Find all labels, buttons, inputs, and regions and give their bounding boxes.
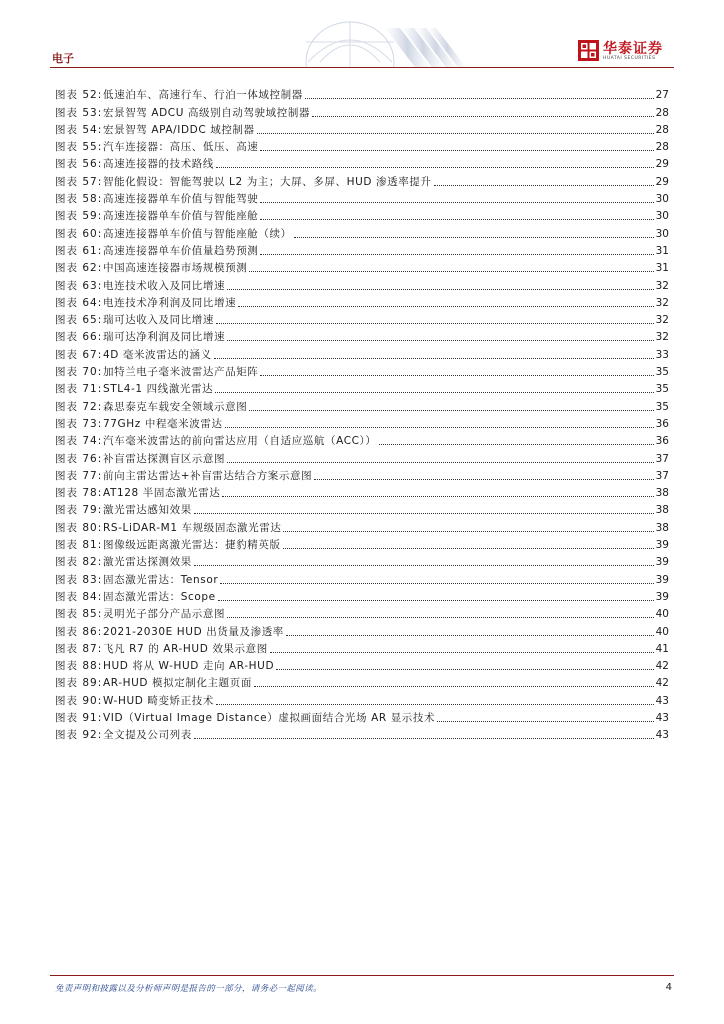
figure-title: 森思泰克车载安全领域示意图 — [103, 400, 248, 413]
figure-number: 图表 79: — [55, 504, 103, 517]
figure-number: 图表 57: — [55, 175, 103, 188]
figure-page-number: 39 — [655, 590, 669, 603]
figure-title: 激光雷达感知效果 — [103, 504, 192, 517]
figure-title: 高速连接器单车价值量趋势预测 — [103, 244, 259, 257]
toc-entry[interactable] — [55, 482, 669, 499]
dot-leader — [216, 323, 654, 324]
toc-entry[interactable] — [55, 638, 669, 655]
toc-entry[interactable] — [55, 326, 669, 343]
figure-title: 固态激光雷达：Scope — [103, 590, 216, 603]
figure-title: 补盲雷达探测盲区示意图 — [103, 452, 226, 465]
figure-page-number: 27 — [655, 89, 669, 102]
figure-number: 图表 70: — [55, 366, 103, 379]
toc-entry[interactable] — [55, 724, 669, 741]
figure-number: 图表 71: — [55, 383, 103, 396]
figure-number: 图表 67: — [55, 348, 103, 361]
toc-entry[interactable] — [55, 551, 669, 568]
toc-entry[interactable] — [55, 309, 669, 326]
figure-page-number: 43 — [655, 711, 669, 724]
figure-page-number: 39 — [655, 573, 669, 586]
figure-number: 图表 89: — [55, 677, 103, 690]
dot-leader — [260, 150, 653, 151]
figure-number: 图表 92: — [55, 729, 103, 742]
dot-leader — [227, 289, 654, 290]
figure-number: 图表 58: — [55, 193, 103, 206]
figure-number: 图表 76: — [55, 452, 103, 465]
figure-page-number: 33 — [655, 348, 669, 361]
toc-entry[interactable] — [55, 655, 669, 672]
figure-number: 图表 82: — [55, 556, 103, 569]
dot-leader — [220, 583, 653, 584]
toc-entry[interactable] — [55, 413, 669, 430]
dot-leader — [283, 531, 653, 532]
figure-page-number: 38 — [655, 504, 669, 517]
figure-page-number: 36 — [655, 435, 669, 448]
figure-title: STL4-1 四线激光雷达 — [103, 383, 214, 396]
figure-number: 图表 59: — [55, 210, 103, 223]
figure-title: RS-LiDAR-M1 车规级固态激光雷达 — [103, 521, 282, 534]
figure-number: 图表 72: — [55, 400, 103, 413]
figure-number: 图表 62: — [55, 262, 103, 275]
figure-title: 宏景智驾 ADCU 高级别自动驾驶域控制器 — [103, 106, 311, 119]
figure-page-number: 40 — [655, 625, 669, 638]
dot-leader — [270, 652, 654, 653]
figure-page-number: 30 — [655, 193, 669, 206]
dot-leader — [260, 202, 653, 203]
dot-leader — [194, 565, 654, 566]
figure-page-number: 29 — [655, 175, 669, 188]
toc-entry[interactable] — [55, 516, 669, 533]
section-label: 电子 — [52, 52, 74, 65]
figure-title: 固态激光雷达：Tensor — [103, 573, 219, 586]
figure-page-number: 35 — [655, 400, 669, 413]
figure-number: 图表 81: — [55, 539, 103, 552]
figure-title: VID（Virtual Image Distance）虚拟画面结合光场 AR 显示技术 — [103, 711, 436, 724]
toc-entry[interactable] — [55, 603, 669, 620]
figure-number: 图表 60: — [55, 227, 103, 240]
figure-title: 灵明光子部分产品示意图 — [103, 608, 226, 621]
toc-entry[interactable] — [55, 620, 669, 637]
toc-entry[interactable] — [55, 292, 669, 309]
figure-title: W-HUD 畸变矫正技术 — [103, 694, 214, 707]
dot-leader — [214, 358, 654, 359]
figure-title: 前向主雷达雷达+补盲雷达结合方案示意图 — [103, 469, 313, 482]
figure-title: 中国高速连接器市场规模预测 — [103, 262, 248, 275]
figure-number: 图表 61: — [55, 244, 103, 257]
figure-page-number: 39 — [655, 539, 669, 552]
figure-page-number: 43 — [655, 729, 669, 742]
toc-entry[interactable] — [55, 343, 669, 360]
logo-text-en: HUATAI SECURITIES — [603, 56, 656, 61]
dot-leader — [260, 375, 653, 376]
toc-entry[interactable] — [55, 136, 669, 153]
figure-page-number: 32 — [655, 296, 669, 309]
toc-entry[interactable] — [55, 447, 669, 464]
toc-entry[interactable] — [55, 672, 669, 689]
footer-divider — [50, 975, 674, 976]
dot-leader — [254, 686, 654, 687]
figure-number: 图表 55: — [55, 141, 103, 154]
figure-number: 图表 54: — [55, 123, 103, 136]
toc-entry[interactable] — [55, 153, 669, 170]
toc-entry[interactable] — [55, 568, 669, 585]
figure-number: 图表 83: — [55, 573, 103, 586]
dot-leader — [218, 600, 654, 601]
figure-number: 图表 80: — [55, 521, 103, 534]
figure-list — [55, 84, 669, 741]
figure-number: 图表 91: — [55, 711, 103, 724]
dot-leader — [227, 340, 654, 341]
figure-page-number: 38 — [655, 487, 669, 500]
dot-leader — [294, 237, 654, 238]
toc-entry[interactable] — [55, 205, 669, 222]
toc-entry[interactable] — [55, 240, 669, 257]
figure-number: 图表 77: — [55, 469, 103, 482]
figure-page-number: 31 — [655, 262, 669, 275]
figure-page-number: 37 — [655, 469, 669, 482]
figure-page-number: 38 — [655, 521, 669, 534]
figure-page-number: 35 — [655, 383, 669, 396]
figure-title: 电连技术净利润及同比增速 — [103, 296, 237, 309]
toc-entry[interactable] — [55, 534, 669, 551]
header-divider — [50, 67, 674, 68]
page-number: 4 — [665, 982, 672, 993]
figure-number: 图表 73: — [55, 417, 103, 430]
dot-leader — [216, 704, 654, 705]
figure-page-number: 32 — [655, 314, 669, 327]
toc-entry[interactable] — [55, 170, 669, 187]
dot-leader — [194, 513, 654, 514]
figure-number: 图表 87: — [55, 642, 103, 655]
dot-leader — [437, 721, 654, 722]
figure-page-number: 39 — [655, 556, 669, 569]
toc-entry[interactable] — [55, 689, 669, 706]
huatai-logo-icon — [578, 40, 599, 61]
figure-number: 图表 66: — [55, 331, 103, 344]
figure-page-number: 30 — [655, 227, 669, 240]
figure-page-number: 28 — [655, 141, 669, 154]
dot-leader — [260, 219, 653, 220]
dot-leader — [286, 635, 654, 636]
dot-leader — [216, 167, 654, 168]
company-logo — [578, 38, 678, 64]
figure-number: 图表 64: — [55, 296, 103, 309]
dot-leader — [227, 617, 654, 618]
figure-title: 高速连接器的技术路线 — [103, 158, 214, 171]
figure-title: 4D 毫米波雷达的涵义 — [103, 348, 212, 361]
figure-title: 宏景智驾 APA/IDDC 域控制器 — [103, 123, 255, 136]
toc-entry[interactable] — [55, 499, 669, 516]
figure-title: 激光雷达探测效果 — [103, 556, 192, 569]
figure-number: 图表 65: — [55, 314, 103, 327]
figure-page-number: 32 — [655, 331, 669, 344]
figure-number: 图表 90: — [55, 694, 103, 707]
figure-number: 图表 56: — [55, 158, 103, 171]
figure-number: 图表 53: — [55, 106, 103, 119]
figure-page-number: 30 — [655, 210, 669, 223]
dot-leader — [283, 548, 654, 549]
dot-leader — [260, 254, 653, 255]
figure-title: 高速连接器单车价值与智能驾驶 — [103, 193, 259, 206]
figure-number: 图表 63: — [55, 279, 103, 292]
toc-entry[interactable] — [55, 84, 669, 101]
logo-text-cn: 华泰证券 — [603, 41, 663, 57]
figure-title: AT128 半固态激光雷达 — [103, 487, 221, 500]
figure-page-number: 43 — [655, 694, 669, 707]
figure-title: 77GHz 中程毫米波雷达 — [103, 417, 223, 430]
toc-entry[interactable] — [55, 361, 669, 378]
dot-leader — [194, 738, 654, 739]
toc-entry[interactable] — [55, 430, 669, 447]
figure-page-number: 37 — [655, 452, 669, 465]
figure-page-number: 28 — [655, 106, 669, 119]
figure-title: AR-HUD 模拟定制化主题页面 — [103, 677, 252, 690]
figure-title: 图像级远距离激光雷达：捷豹精英版 — [103, 539, 281, 552]
figure-title: 瑞可达收入及同比增速 — [103, 314, 214, 327]
figure-page-number: 28 — [655, 123, 669, 136]
dot-leader — [276, 669, 653, 670]
figure-title: 2021-2030E HUD 出货量及渗透率 — [103, 625, 284, 638]
figure-number: 图表 84: — [55, 590, 103, 603]
figure-number: 图表 85: — [55, 608, 103, 621]
toc-entry[interactable] — [55, 274, 669, 291]
dot-leader — [305, 98, 654, 99]
toc-entry[interactable] — [55, 395, 669, 412]
figure-title: 智能化假设：智能驾驶以 L2 为主；大屏、多屏、HUD 渗透率提升 — [103, 175, 432, 188]
toc-entry[interactable] — [55, 586, 669, 603]
figure-title: 瑞可达净利润及同比增速 — [103, 331, 226, 344]
figure-page-number: 40 — [655, 608, 669, 621]
toc-entry[interactable] — [55, 707, 669, 724]
dot-leader — [249, 271, 653, 272]
dot-leader — [238, 306, 653, 307]
figure-number: 图表 88: — [55, 660, 103, 673]
toc-entry[interactable] — [55, 378, 669, 395]
figure-title: 电连技术收入及同比增速 — [103, 279, 226, 292]
figure-title: 汽车连接器：高压、低压、高速 — [103, 141, 259, 154]
figure-page-number: 41 — [655, 642, 669, 655]
dot-leader — [215, 392, 653, 393]
toc-entry[interactable] — [55, 188, 669, 205]
figure-title: 飞凡 R7 的 AR-HUD 效果示意图 — [103, 642, 268, 655]
disclaimer-text: 免责声明和披露以及分析师声明是报告的一部分，请务必一起阅读。 — [55, 984, 323, 994]
dot-leader — [249, 410, 653, 411]
figure-page-number: 42 — [655, 660, 669, 673]
figure-page-number: 35 — [655, 366, 669, 379]
figure-page-number: 29 — [655, 158, 669, 171]
toc-entry[interactable] — [55, 222, 669, 239]
toc-entry[interactable] — [55, 101, 669, 118]
figure-page-number: 36 — [655, 417, 669, 430]
figure-number: 图表 78: — [55, 487, 103, 500]
figure-number: 图表 52: — [55, 89, 103, 102]
figure-title: HUD 将从 W-HUD 走向 AR-HUD — [103, 660, 275, 673]
toc-entry[interactable] — [55, 119, 669, 136]
figure-page-number: 31 — [655, 244, 669, 257]
figure-title: 全文提及公司列表 — [103, 729, 192, 742]
header-decoration — [290, 18, 480, 67]
figure-title: 高速连接器单车价值与智能座舱 — [103, 210, 259, 223]
dot-leader — [314, 479, 653, 480]
dot-leader — [257, 133, 654, 134]
dot-leader — [379, 444, 654, 445]
toc-entry[interactable] — [55, 465, 669, 482]
figure-number: 图表 74: — [55, 435, 103, 448]
figure-title: 高速连接器单车价值与智能座舱（续） — [103, 227, 292, 240]
figure-title: 汽车毫米波雷达的前向雷达应用（自适应巡航（ACC）） — [103, 435, 377, 448]
figure-title: 加特兰电子毫米波雷达产品矩阵 — [103, 366, 259, 379]
figure-title: 低速泊车、高速行车、行泊一体域控制器 — [103, 89, 303, 102]
figure-page-number: 32 — [655, 279, 669, 292]
figure-page-number: 42 — [655, 677, 669, 690]
figure-number: 图表 86: — [55, 625, 103, 638]
toc-entry[interactable] — [55, 257, 669, 274]
dot-leader — [312, 116, 654, 117]
dot-leader — [225, 427, 654, 428]
dot-leader — [222, 496, 653, 497]
dot-leader — [434, 185, 654, 186]
dot-leader — [227, 462, 654, 463]
